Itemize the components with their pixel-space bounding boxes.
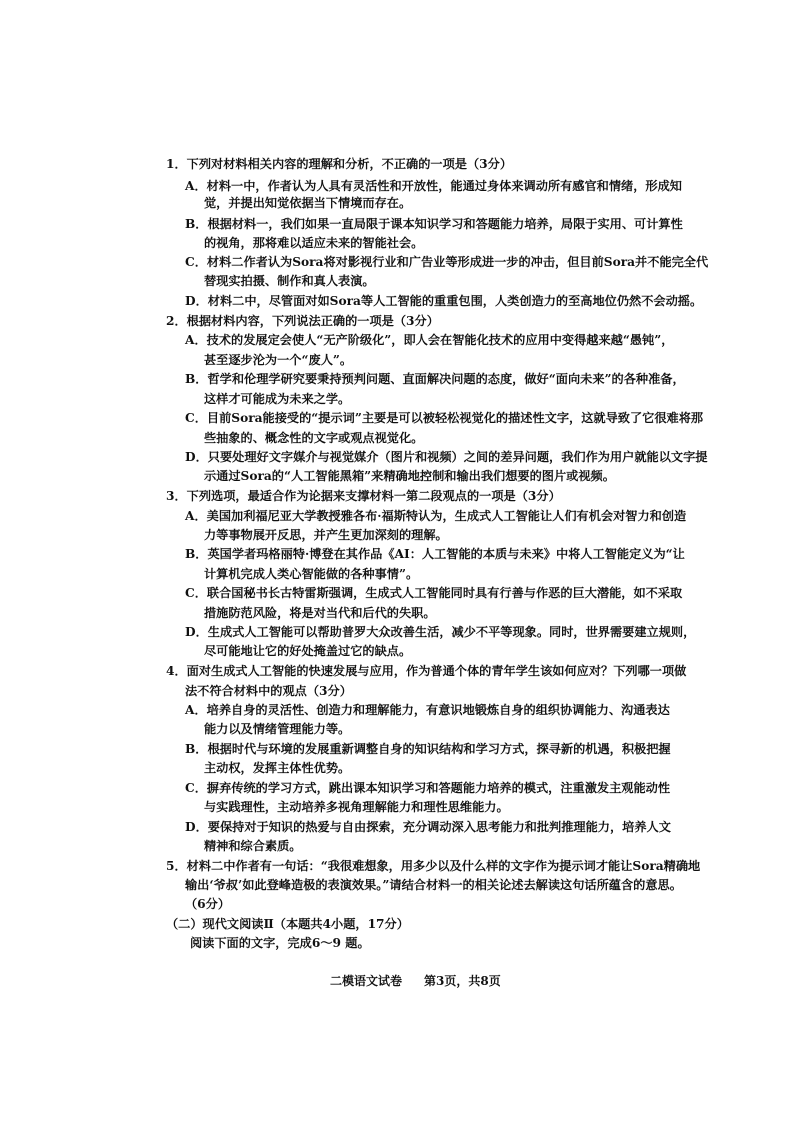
question-1-option-a: A．材料一中，作者认为人具有灵活性和开放性，能通过身体来调动所有感官和情绪，形成知 xyxy=(185,179,682,193)
question-3-option-c: C．联合国秘书长古特雷斯强调，生成式人工智能同时具有行善与作恶的巨大潜能，如不采取 xyxy=(185,586,683,600)
question-2-stem: 2．根据材料内容，下列说法正确的一项是（3分） xyxy=(166,314,439,328)
question-3-option-c-cont: 措施防范风险，将是对当代和后代的失职。 xyxy=(204,606,436,620)
question-3-option-b: B．英国学者玛格丽特·博登在其作品《AI：人工智能的本质与未来》中将人工智能定义为“让 xyxy=(185,547,685,561)
question-3-option-b-cont: 计算机完成人类心智能做的各种事情”。 xyxy=(204,567,419,581)
question-4-stem: 4．面对生成式人工智能的快速发展与应用，作为普通个体的青年学生该如何应对？下列哪一项做 xyxy=(166,664,687,678)
question-2-option-d: D．只要处理好文字媒介与视觉媒介（图片和视频）之间的差异问题，我们作为用户就能以文字提 xyxy=(185,450,708,464)
question-5-stem-cont: 输出‘爷叔’如此登峰造极的表演效果。”请结合材料一的相关论述去解读这句话所蕴含的意思。 xyxy=(185,878,682,892)
question-4-option-d-cont: 精神和综合素质。 xyxy=(204,839,302,853)
section-title: （二）现代文阅读Ⅱ（本题共4小题，17分） xyxy=(166,917,409,931)
question-1-option-d: D．材料二中，尽管面对如Sora等人工智能的重重包围，人类创造力的至高地位仍然不会动摇。 xyxy=(185,294,703,308)
question-1-option-c-cont: 替现实拍摄、制作和真人表演。 xyxy=(204,274,375,288)
question-4-option-c: C．摒弃传统的学习方式，跳出课本知识学习和答题能力培养的模式，注重激发主观能动性 xyxy=(185,781,671,795)
question-3-stem: 3．下列选项，最适合作为论据来支撑材料一第二段观点的一项是（3分） xyxy=(166,489,561,503)
question-4-option-b: B．根据时代与环境的发展重新调整自身的知识结构和学习方式，探寻新的机遇，积极把握 xyxy=(185,742,671,756)
question-2-option-a-cont: 甚至逐步沦为一个“废人”。 xyxy=(204,353,353,367)
question-3-option-d-cont: 尽可能地让它的好处掩盖过它的缺点。 xyxy=(204,644,412,658)
page-footer xyxy=(330,975,501,987)
question-1-option-b: B．根据材料一，我们如果一直局限于课本知识学习和答题能力培养，局限于实用、可计算性 xyxy=(185,217,683,231)
question-2-option-c: C．目前Sora能接受的“提示词”主要是可以被轻松视觉化的描述性文字，这就导致了它很难将那 xyxy=(185,411,704,425)
question-5-score: （6分） xyxy=(185,897,231,911)
question-1-stem: 1．下列对材料相关内容的理解和分析，不正确的一项是（3分） xyxy=(166,157,513,171)
question-3-option-a-cont: 力等事物展开反思，并产生更加深刻的理解。 xyxy=(204,528,448,542)
question-4-option-b-cont: 主动权，发挥主体性优势。 xyxy=(204,761,351,775)
exam-name: 二模语文试卷 xyxy=(330,974,403,988)
question-3-option-d: D．生成式人工智能可以帮助普罗大众改善生活，减少不平等现象。同时，世界需要建立规则， xyxy=(185,625,696,639)
question-4-option-d: D．要保持对于知识的热爱与自由探索，充分调动深入思考能力和批判推理能力，培养人文 xyxy=(185,820,671,834)
question-2-option-d-cont: 示通过Sora的“人工智能黑箱”来精确地控制和输出我们想要的图片或视频。 xyxy=(204,469,615,483)
question-1-option-a-cont: 觉，并提出知觉依据当下情境而存在。 xyxy=(204,196,412,210)
section-instruction: 阅读下面的文字，完成6～9 题。 xyxy=(190,936,370,950)
question-3-option-a: A．美国加利福尼亚大学教授雅各布·福斯特认为，生成式人工智能让人们有机会对智力和创造 xyxy=(185,509,687,523)
question-4-stem-cont: 法不符合材料中的观点（3分） xyxy=(185,684,352,698)
question-2-option-a: A．技术的发展定会使人“无产阶级化”，即人会在智能化技术的应用中变得越来越“愚钝”， xyxy=(185,333,674,347)
question-4-option-a-cont: 能力以及情绪管理能力等。 xyxy=(204,722,351,736)
question-1-option-c: C．材料二作者认为Sora将对影视行业和广告业等形成进一步的冲击，但目前Sora并不能完全代 xyxy=(185,255,709,269)
question-5-stem: 5．材料二中作者有一句话：“我很难想象，用多少以及什么样的文字作为提示词才能让Sora精确地 xyxy=(166,859,701,873)
question-2-option-b: B．哲学和伦理学研究要秉持预判问题、直面解决问题的态度，做好“面向未来”的各种准备， xyxy=(185,372,685,386)
question-1-option-b-cont: 的视角，那将难以适应未来的智能社会。 xyxy=(204,236,424,250)
question-2-option-b-cont: 这样才可能成为未来之学。 xyxy=(204,392,351,406)
question-4-option-c-cont: 与实践理性，主动培养多视角理解能力和理性思维能力。 xyxy=(204,800,509,814)
page-number: 第3页，共8页 xyxy=(424,974,501,988)
question-4-option-a: A．培养自身的灵活性、创造力和理解能力，有意识地锻炼自身的组织协调能力、沟通表达 xyxy=(185,703,670,717)
question-2-option-c-cont: 些抽象的、概念性的文字或观点视觉化。 xyxy=(204,431,424,445)
